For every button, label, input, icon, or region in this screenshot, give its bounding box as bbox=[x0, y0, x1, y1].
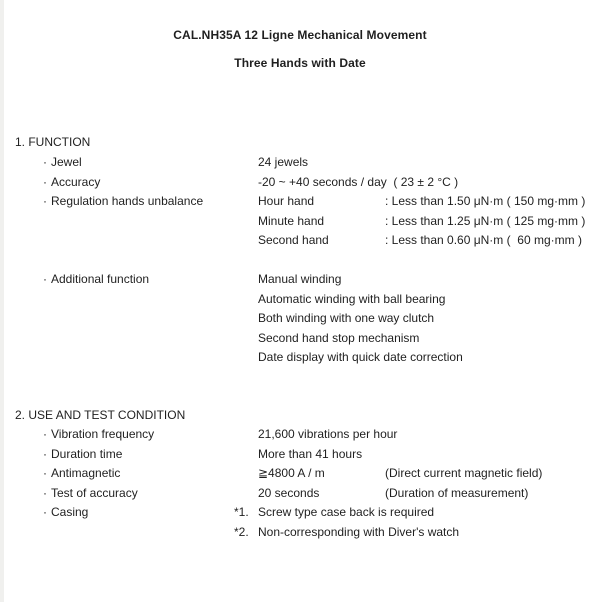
section-heading: 2. USE AND TEST CONDITION bbox=[15, 407, 186, 422]
bullet: · bbox=[43, 194, 47, 208]
item-label: Jewel bbox=[51, 155, 82, 169]
item-detail: : Less than 1.50 μN·m ( 150 mg·mm ) bbox=[385, 194, 586, 208]
footnote-marker: *2. bbox=[234, 524, 249, 539]
item-detail: (Direct current magnetic field) bbox=[385, 466, 543, 480]
item-value: Screw type case back is required bbox=[258, 505, 435, 519]
bullet: · bbox=[43, 485, 47, 500]
bullet: · bbox=[43, 155, 47, 169]
bullet: · bbox=[43, 174, 47, 189]
item-detail: : Less than 1.25 μN·m ( 125 mg·mm ) bbox=[385, 213, 586, 228]
bullet: · bbox=[43, 446, 47, 461]
item-label: Duration time bbox=[51, 446, 123, 461]
item-label: Antimagnetic bbox=[51, 466, 121, 480]
item-label: Regulation hands unbalance bbox=[51, 194, 204, 208]
bullet: · bbox=[43, 427, 47, 441]
item-value: More than 41 hours bbox=[258, 446, 363, 461]
item-value: Manual winding bbox=[258, 272, 342, 286]
item-label: Accuracy bbox=[51, 174, 101, 189]
item-value: ≧4800 A / m bbox=[258, 466, 325, 480]
item-value: Minute hand bbox=[258, 213, 325, 228]
item-label: Vibration frequency bbox=[51, 427, 155, 441]
item-label: Test of accuracy bbox=[51, 485, 138, 500]
item-value: Hour hand bbox=[258, 194, 315, 208]
item-value: Date display with quick date correction bbox=[258, 350, 463, 364]
footnote-marker: *1. bbox=[234, 505, 249, 519]
section-heading: 1. FUNCTION bbox=[15, 135, 91, 149]
item-value: 24 jewels bbox=[258, 155, 309, 169]
item-value: -20 ~ +40 seconds / day ( 23 ± 2 °C ) bbox=[258, 174, 459, 189]
item-value: Second hand bbox=[258, 233, 329, 247]
item-value: 21,600 vibrations per hour bbox=[258, 427, 398, 441]
item-value: Second hand stop mechanism bbox=[258, 330, 420, 345]
item-value: Non-corresponding with Diver's watch bbox=[258, 524, 460, 539]
bullet: · bbox=[43, 272, 47, 286]
item-label: Additional function bbox=[51, 272, 150, 286]
bullet: · bbox=[43, 466, 47, 480]
item-detail: (Duration of measurement) bbox=[385, 485, 529, 500]
item-value: Both winding with one way clutch bbox=[258, 311, 435, 325]
bullet: · bbox=[43, 505, 47, 519]
doc-subtitle: Three Hands with Date bbox=[234, 56, 366, 70]
item-label: Casing bbox=[51, 505, 89, 519]
doc-title: CAL.NH35A 12 Ligne Mechanical Movement bbox=[173, 28, 427, 42]
item-detail: : Less than 0.60 μN·m ( 60 mg·mm ) bbox=[385, 233, 582, 247]
item-value: 20 seconds bbox=[258, 485, 320, 500]
scan-edge-artifact bbox=[0, 0, 4, 602]
item-value: Automatic winding with ball bearing bbox=[258, 291, 446, 306]
